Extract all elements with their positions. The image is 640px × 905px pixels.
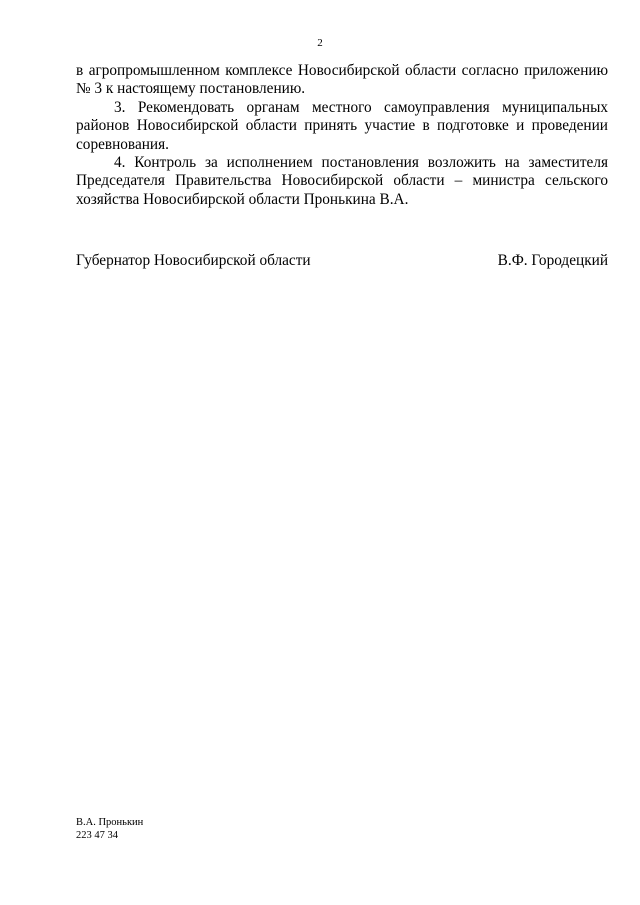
executor-footer bbox=[76, 817, 143, 842]
document-body bbox=[76, 62, 608, 209]
signature-block bbox=[76, 252, 608, 270]
signatory-name: В.Ф. Городецкий bbox=[497, 252, 608, 269]
page-number: 2 bbox=[317, 37, 323, 49]
paragraph-item-4: 4. Контроль за исполнением постановления возложить на заместителя Председателя Правительства Новосибирской области – министра сельского хозяйства Новосибирской области Пронькина В.А. bbox=[76, 154, 608, 208]
paragraph-continuation: в агропромышленном комплексе Новосибирской области согласно приложению № 3 к настоящему постановлению. bbox=[76, 62, 608, 98]
paragraph-item-3: 3. Рекомендовать органам местного самоуправления муниципальных районов Новосибирской области принять участие в подготовке и проведении соревнования. bbox=[76, 98, 608, 153]
executor-name: В.А. Пронькин bbox=[76, 817, 144, 828]
executor-phone: 223 47 34 bbox=[76, 829, 118, 841]
signatory-position: Губернатор Новосибирской области bbox=[76, 252, 311, 269]
